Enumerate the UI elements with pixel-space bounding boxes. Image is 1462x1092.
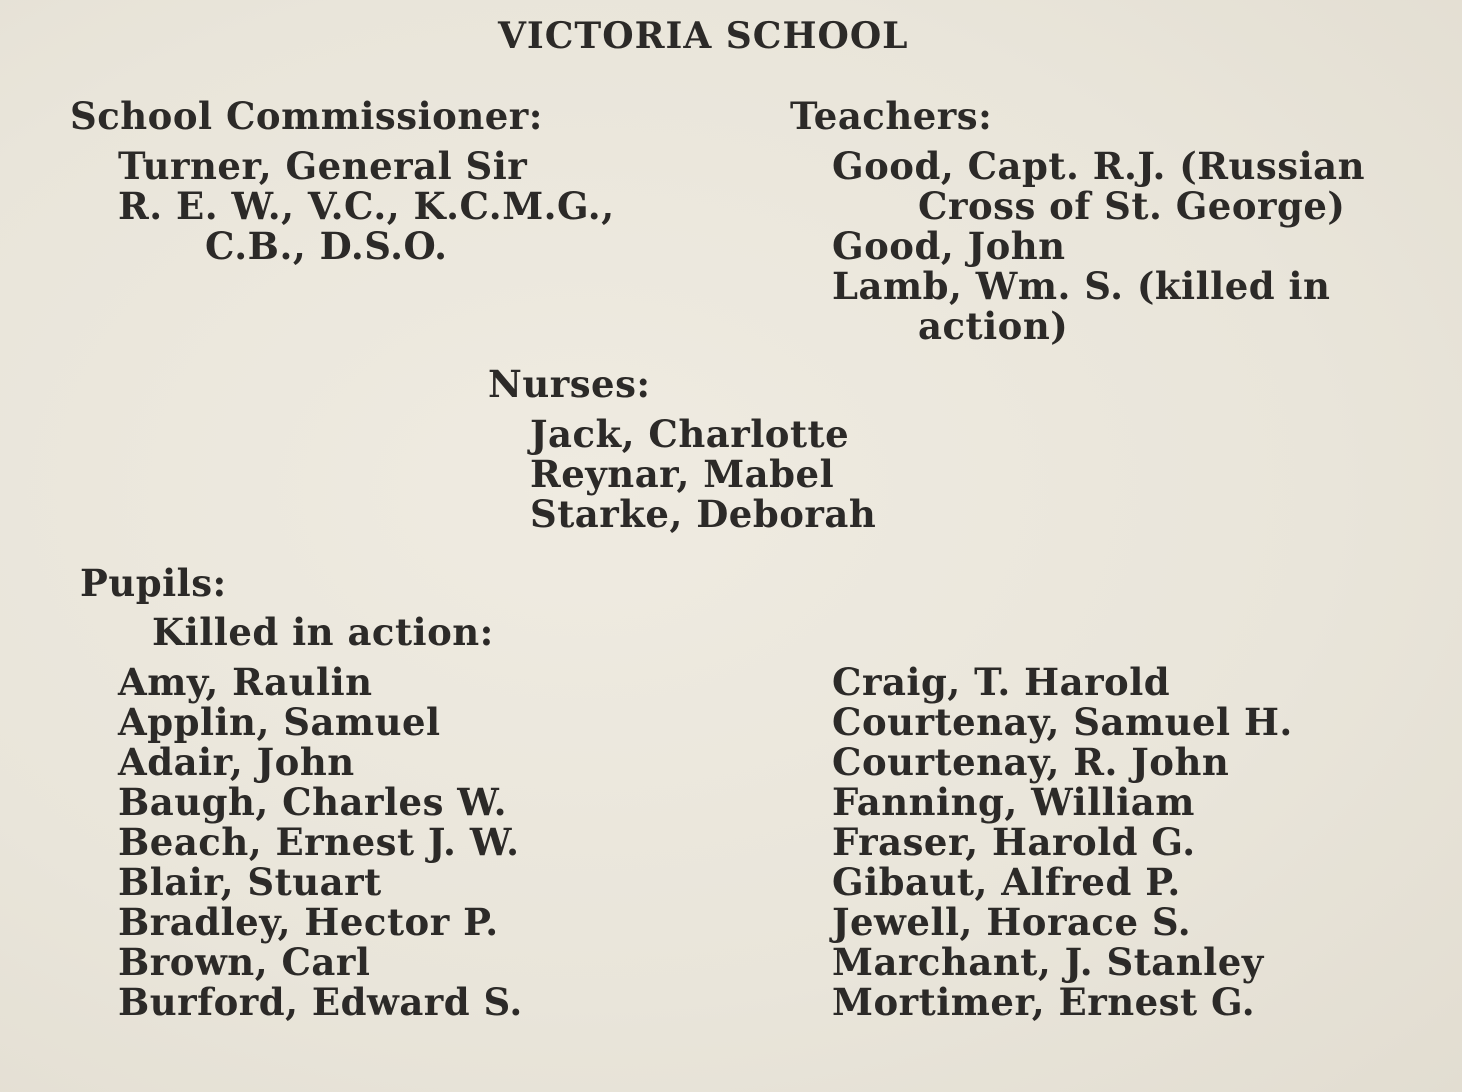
commissioner-line: R. E. W., V.C., K.C.M.G., — [118, 184, 615, 228]
pupil-name: Marchant, J. Stanley — [832, 940, 1264, 984]
pupil-name: Adair, John — [118, 740, 355, 784]
pupil-name: Mortimer, Ernest G. — [832, 980, 1256, 1024]
pupils-list-right — [832, 662, 1293, 1022]
pupils-heading: Pupils: — [80, 561, 227, 605]
pupil-name: Blair, Stuart — [118, 860, 382, 904]
commissioner-line: Turner, General Sir — [118, 144, 528, 188]
pupil-name: Amy, Raulin — [118, 660, 373, 704]
nurses-heading: Nurses: — [488, 362, 651, 406]
pupil-name: Brown, Carl — [118, 940, 371, 984]
teacher-entry: Good, John — [832, 224, 1066, 268]
page-title: VICTORIA SCHOOL — [498, 15, 909, 57]
killed-in-action-heading: Killed in action: — [152, 610, 494, 654]
pupil-name: Courtenay, R. John — [832, 740, 1230, 784]
teachers-heading: Teachers: — [790, 94, 993, 138]
pupil-name: Burford, Edward S. — [118, 980, 523, 1024]
nurse-name: Jack, Charlotte — [530, 412, 850, 456]
teacher-entry-continued: Cross of St. George) — [918, 184, 1346, 228]
pupil-name: Craig, T. Harold — [832, 660, 1171, 704]
teacher-entry: Lamb, Wm. S. (killed in — [832, 264, 1331, 308]
commissioner-line: C.B., D.S.O. — [205, 224, 448, 268]
pupil-name: Courtenay, Samuel H. — [832, 700, 1293, 744]
teacher-entry-continued: action) — [918, 304, 1069, 348]
pupil-name: Applin, Samuel — [118, 700, 441, 744]
pupils-list-left — [118, 662, 523, 1022]
teacher-entry: Good, Capt. R.J. (Russian — [832, 144, 1366, 188]
nurse-name: Reynar, Mabel — [530, 452, 835, 496]
pupil-name: Beach, Ernest J. W. — [118, 820, 520, 864]
pupil-name: Jewell, Horace S. — [832, 900, 1192, 944]
commissioner-heading: School Commissioner: — [70, 94, 543, 138]
nurses-list — [530, 414, 876, 534]
pupil-name: Fanning, William — [832, 780, 1195, 824]
pupil-name: Fraser, Harold G. — [832, 820, 1196, 864]
pupil-name: Baugh, Charles W. — [118, 780, 507, 824]
pupil-name: Gibaut, Alfred P. — [832, 860, 1181, 904]
nurse-name: Starke, Deborah — [530, 492, 877, 536]
pupil-name: Bradley, Hector P. — [118, 900, 499, 944]
